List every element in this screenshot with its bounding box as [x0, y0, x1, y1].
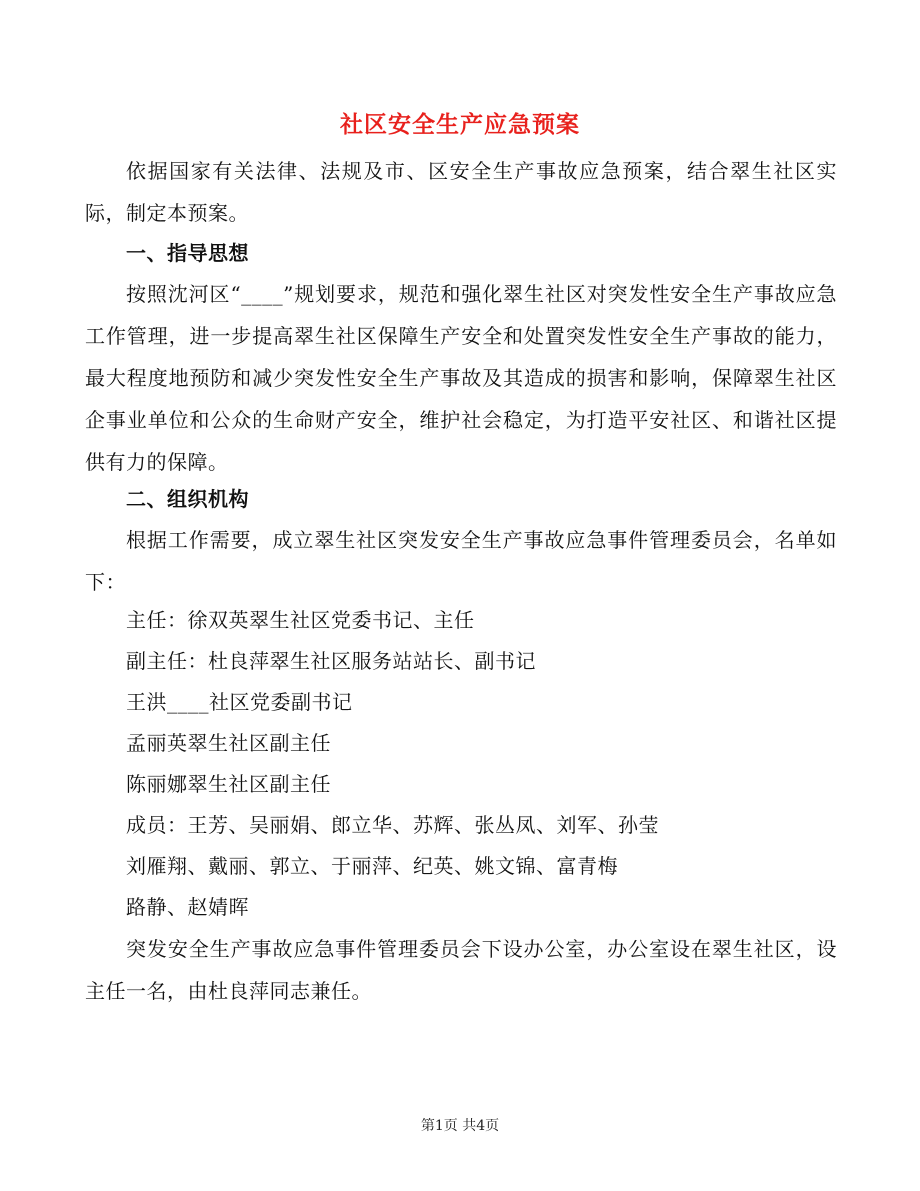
section-heading-organization: 二、组织机构	[126, 487, 249, 511]
section-heading-guiding-thought: 一、指导思想	[126, 241, 249, 265]
member-line-members-1: 成员：王芳、吴丽娟、郎立华、苏辉、张丛凤、刘军、孙莹	[126, 813, 659, 837]
page-number: 第1页 共4页	[420, 1118, 500, 1134]
member-line-director: 主任：徐双英翠生社区党委书记、主任	[126, 608, 475, 632]
member-line-members-3: 路静、赵婧晖	[126, 895, 249, 919]
member-line-members-2: 刘雁翔、戴丽、郭立、于丽萍、纪英、姚文锦、富青梅	[126, 854, 618, 878]
member-line-deputy-director: 副主任：杜良萍翠生社区服务站站长、副书记	[126, 649, 536, 673]
member-line-deputy-director-3: 陈丽娜翠生社区副主任	[126, 772, 331, 796]
member-line-deputy-secretary: 王洪____社区党委副书记	[126, 690, 353, 714]
intro-paragraph: 依据国家有关法律、法规及市、区安全生产事故应急预案，结合翠生社区实际，制定本预案。	[85, 159, 837, 225]
office-paragraph: 突发安全生产事故应急事件管理委员会下设办公室，办公室设在翠生社区，设主任一名，由杜良萍同志兼任。	[85, 937, 837, 1003]
guiding-thought-paragraph: 按照沈河区“____”规划要求，规范和强化翠生社区对突发性安全生产事故应急工作管理，进一步提高翠生社区保障生产安全和处置突发性安全生产事故的能力，最大程度地预防和减少突发性安全生产事故及其造成的损害和影响，保障翠生社区企事业单位和公众的生命财产安全，维护社会稳定，为打造平安社区、和谐社区提供有力的保障。	[85, 282, 837, 474]
member-line-deputy-director-2: 孟丽英翠生社区副主任	[126, 731, 331, 755]
organization-paragraph: 根据工作需要，成立翠生社区突发安全生产事故应急事件管理委员会，名单如下：	[85, 528, 837, 594]
document-title: 社区安全生产应急预案	[340, 111, 580, 138]
